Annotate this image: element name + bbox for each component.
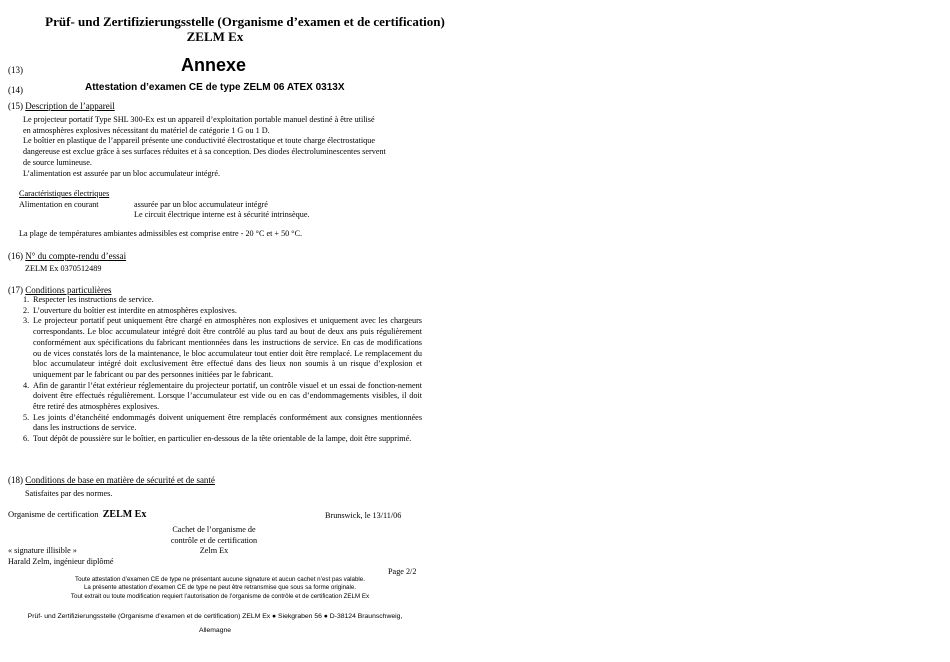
certification-body: Organisme de certification ZELM Ex: [8, 509, 147, 520]
section-title-description: Description de l’appareil: [25, 101, 115, 111]
section-title-report: N° du compte-rendu d’essai: [25, 251, 127, 261]
section-number-15: (15) Description de l’appareil: [8, 101, 115, 111]
electrical-value-2: Le circuit électrique interne est à sécurité intrinsèque.: [134, 210, 310, 219]
list-item: 6. Tout dépôt de poussière sur le boîtier, en particulier en-dessous de la tête orientable de la lampe, doit être supprimé.: [23, 434, 412, 444]
annex-title: Annexe: [181, 55, 247, 75]
list-item: 2. L’ouverture du boîtier est interdite en atmosphères explosives.: [23, 305, 237, 315]
description-line: L’alimentation est assurée par un bloc accumulateur intégré.: [23, 168, 221, 178]
footer-notes: Toute attestation d’examen CE de type ne présentant aucune signature et aucun cachet n’est pas valable. La présente attestation d’examen CE de type ne peut être retransmise que sous sa forme originale. Tout extrait ou toute modification requiert l’autorisation de l’organisme de contrôle et de certification ZELM Ex: [70, 576, 370, 600]
description-line: dangereuse est exclue grâce à ses surfaces réduites et à sa conception. Des diodes électroluminescentes servent: [23, 147, 386, 157]
section-number-18: (18) Conditions de base en matière de sécurité et de santé: [8, 475, 215, 485]
signature-illegible: « signature illisible »: [8, 546, 77, 555]
certification-body-name: ZELM Ex: [102, 509, 147, 520]
section-title-safety: Conditions de base en matière de sécurité et de santé: [25, 475, 215, 485]
list-item: 5. Les joints d’étanchéité endommagés doivent uniquement être remplacés conformément aux consignes mentionnées dans les instructions de service.: [23, 412, 422, 433]
description-line: Le boîtier en plastique de l’appareil présente une conductivité électrostatique et toute charge électrostatique: [23, 136, 375, 146]
section-number-13: (13): [8, 65, 23, 75]
list-item: 3. Le projecteur portatif peut uniquement être chargé en atmosphères non explosives et uniquement avec les chargeurs correspondants. Le bloc accumulateur intégré doit être contrôlé au plus tard au bout de deux ans puis régulièrement conformément aux spécifications du fabricant mentionnées dans les instructions de service. En cas de modifications ou de vices constatés lors de la maintenance, le bloc accumulateur tout entier doit être remplacé. Le remplacement du bloc accumulateur intégré doit exclusivement être effectué dans des lieux non soumis à un risque d’explosion et uniquement par le fabricant ou par des personnes initiées par le fabricant.: [23, 316, 422, 379]
description-line: de source lumineuse.: [23, 157, 92, 167]
electrical-value-1: assurée par un bloc accumulateur intégré: [134, 200, 268, 209]
description-line: en atmosphères explosives nécessitant du matériel de catégorie 1 G ou 1 D.: [23, 125, 270, 135]
conditions-list: [23, 295, 422, 445]
footer-address: Prüf- und Zertifizierungsstelle (Organisme d’examen et de certification) ZELM Ex ● Siekgraben 56 ● D-38124 Braunschweig, Allemagne: [27, 613, 403, 634]
section-title-conditions: Conditions particulières: [25, 285, 112, 295]
place-date: Brunswick, le 13/11/06: [325, 511, 402, 520]
electrical-label: Alimentation en courant: [19, 200, 99, 209]
section-number-17: (17) Conditions particulières: [8, 285, 112, 295]
section-number-14: (14): [8, 85, 23, 95]
stamp-text: Cachet de l’organisme de contrôle et de certification Zelm Ex: [170, 525, 258, 556]
list-item: 1. Respecter les instructions de service.: [23, 295, 154, 304]
attestation-title: Attestation d’examen CE de type ZELM 06 ATEX 0313X: [85, 82, 345, 93]
signatory-name: Harald Zelm, ingénieur diplômé: [8, 557, 114, 566]
electrical-title: Caractéristiques électriques: [19, 189, 110, 198]
header-line1: Prüf- und Zertifizierungsstelle (Organisme d’examen et de certification): [45, 14, 445, 29]
temperature-range: La plage de températures ambiantes admissibles est comprise entre - 20 °C et + 50 °C.: [19, 229, 303, 238]
page-number: Page 2/2: [388, 567, 417, 576]
header-line2: ZELM Ex: [186, 29, 244, 44]
section-number-16: (16) N° du compte-rendu d’essai: [8, 251, 127, 261]
description-text: [23, 115, 386, 179]
report-number: ZELM Ex 0370512489: [25, 264, 102, 273]
safety-value: Satisfaites par des normes.: [25, 489, 113, 498]
description-line: Le projecteur portatif Type SHL 300-Ex est un appareil d’exploitation portable manuel destiné à être utilisé: [23, 115, 375, 124]
list-item: 4. Afin de garantir l’état extérieur réglementaire du projecteur portatif, un contrôle visuel et un essai de fonction-nement doivent être effectués régulièrement. Lorsque l’accumulateur est vide ou en cas d’endommagements visibles, il doit être retiré des atmosphères explosives.: [23, 380, 422, 412]
